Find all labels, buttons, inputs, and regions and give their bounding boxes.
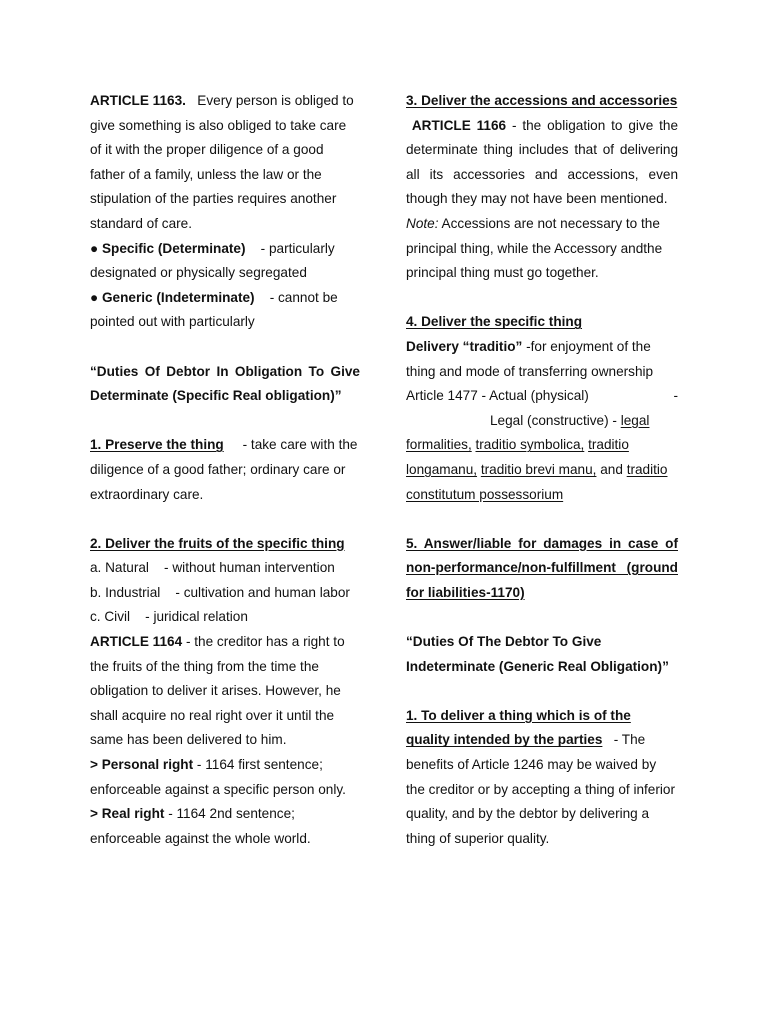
- personal-right-text: - 1164 first sentence; enforceable against a specific person only.: [90, 757, 346, 797]
- preserve-paragraph: [90, 433, 360, 507]
- duties-determinate-heading: [90, 360, 360, 409]
- note-label: Note:: [406, 215, 439, 231]
- duties-indeterminate-heading-text: “Duties Of The Debtor To Give Indeterminate (Generic Real Obligation)”: [406, 634, 669, 674]
- note-text: Accessions are not necessary to the principal thing, while the Accessory andthe principal thing must go together.: [406, 215, 663, 281]
- traditio-brevi-manu: traditio brevi manu,: [480, 461, 597, 477]
- article-1477-actual: [406, 384, 678, 409]
- quality-heading: 1. To deliver a thing which is of the quality intended by the parties: [406, 707, 631, 748]
- personal-right-label: > Personal right: [90, 757, 194, 773]
- traditio-constitutum: traditio constitutum possessorium: [406, 461, 668, 502]
- generic-definition: [90, 286, 360, 335]
- fruits-heading-line: [90, 532, 360, 557]
- article-1164-text: - the creditor has a right to the fruits of the thing from the time the obligation to deliver it arises. However, he shall acquire no real right over it until the same has been delivered to him.: [90, 634, 345, 748]
- article-1166-title: ARTICLE 1166: [411, 117, 507, 133]
- personal-right-paragraph: [90, 753, 360, 802]
- legal-formalities: legal formalities,: [406, 412, 650, 453]
- article-1164-title: ARTICLE 1164: [90, 634, 183, 650]
- traditio-symbolica: traditio symbolica,: [475, 437, 585, 453]
- article-1163-paragraph: [90, 89, 360, 237]
- damages-heading: 5. Answer/liable for damages in case of non-performance/non-fulfillment (ground for liabilities-1170): [406, 535, 678, 600]
- duties-indeterminate-heading: [406, 630, 678, 679]
- specific-label: ● Specific (Determinate): [90, 240, 246, 256]
- fruits-industrial-text: - cultivation and human labor: [175, 584, 350, 600]
- fruits-civil-label: c. Civil: [90, 609, 131, 625]
- quality-paragraph: [406, 704, 678, 852]
- legal-label: Legal (constructive) -: [490, 412, 617, 428]
- generic-text: - cannot be pointed out with particularly: [90, 289, 338, 330]
- accessions-heading-line: [406, 89, 678, 114]
- real-right-paragraph: [90, 802, 360, 851]
- article-1163-text: Every person is obliged to give something is also obliged to take care of it with the proper diligence of a good father of a family, unless the law or the stipulation of the parties requires another standard of care.: [90, 93, 354, 231]
- duties-determinate-heading-text: “Duties Of Debtor In Obligation To Give Determinate (Specific Real obligation)”: [90, 363, 360, 404]
- delivery-text: -for enjoyment of the thing and mode of transferring ownership: [406, 338, 654, 379]
- delivery-label: Delivery “traditio”: [406, 338, 523, 354]
- specific-thing-heading: 4. Deliver the specific thing: [406, 314, 583, 330]
- note-paragraph: [406, 212, 678, 286]
- delivery-paragraph: [406, 335, 678, 384]
- specific-definition: [90, 237, 360, 286]
- generic-label: ● Generic (Indeterminate): [90, 289, 255, 305]
- left-column: [90, 89, 360, 851]
- specific-thing-heading-line: [406, 310, 678, 335]
- and-text: and: [600, 461, 623, 477]
- traditio-longamanu: traditio longamanu,: [406, 437, 629, 477]
- article-1164-paragraph: [90, 630, 360, 753]
- right-column: [406, 89, 678, 851]
- fruits-industrial: [90, 581, 360, 606]
- fruits-natural: [90, 556, 360, 581]
- article-1166-text: - the obligation to give the determinate thing includes that of delivering all its accessories and accessions, even though they may not have been mentioned.: [406, 117, 679, 207]
- preserve-heading: 1. Preserve the thing: [90, 437, 224, 453]
- article-1477-legal: [406, 409, 678, 507]
- specific-text: - particularly designated or physically segregated: [90, 240, 335, 281]
- preserve-text: - take care with the diligence of a good father; ordinary care or extraordinary care.: [90, 437, 358, 502]
- fruits-natural-text: - without human intervention: [164, 560, 335, 576]
- fruits-industrial-label: b. Industrial: [90, 584, 161, 600]
- fruits-civil-text: - juridical relation: [145, 609, 248, 625]
- article-1166-paragraph: [406, 114, 678, 212]
- fruits-natural-label: a. Natural: [90, 560, 149, 576]
- fruits-heading: 2. Deliver the fruits of the specific thing: [90, 535, 345, 551]
- article-1477-dash: -: [673, 388, 678, 404]
- real-right-label: > Real right: [90, 806, 165, 822]
- article-1163-title: ARTICLE 1163.: [90, 93, 186, 108]
- article-1477-actual-text: Article 1477 - Actual (physical): [406, 388, 589, 404]
- damages-heading-line: [406, 532, 678, 606]
- real-right-text: - 1164 2nd sentence; enforceable against the whole world.: [90, 806, 311, 846]
- quality-text: - The benefits of Article 1246 may be waived by the creditor or by accepting a thing of inferior quality, and by the debtor by delivering a thing of superior quality.: [406, 732, 676, 846]
- fruits-civil: [90, 605, 360, 630]
- accessions-heading: 3. Deliver the accessions and accessories: [406, 93, 678, 108]
